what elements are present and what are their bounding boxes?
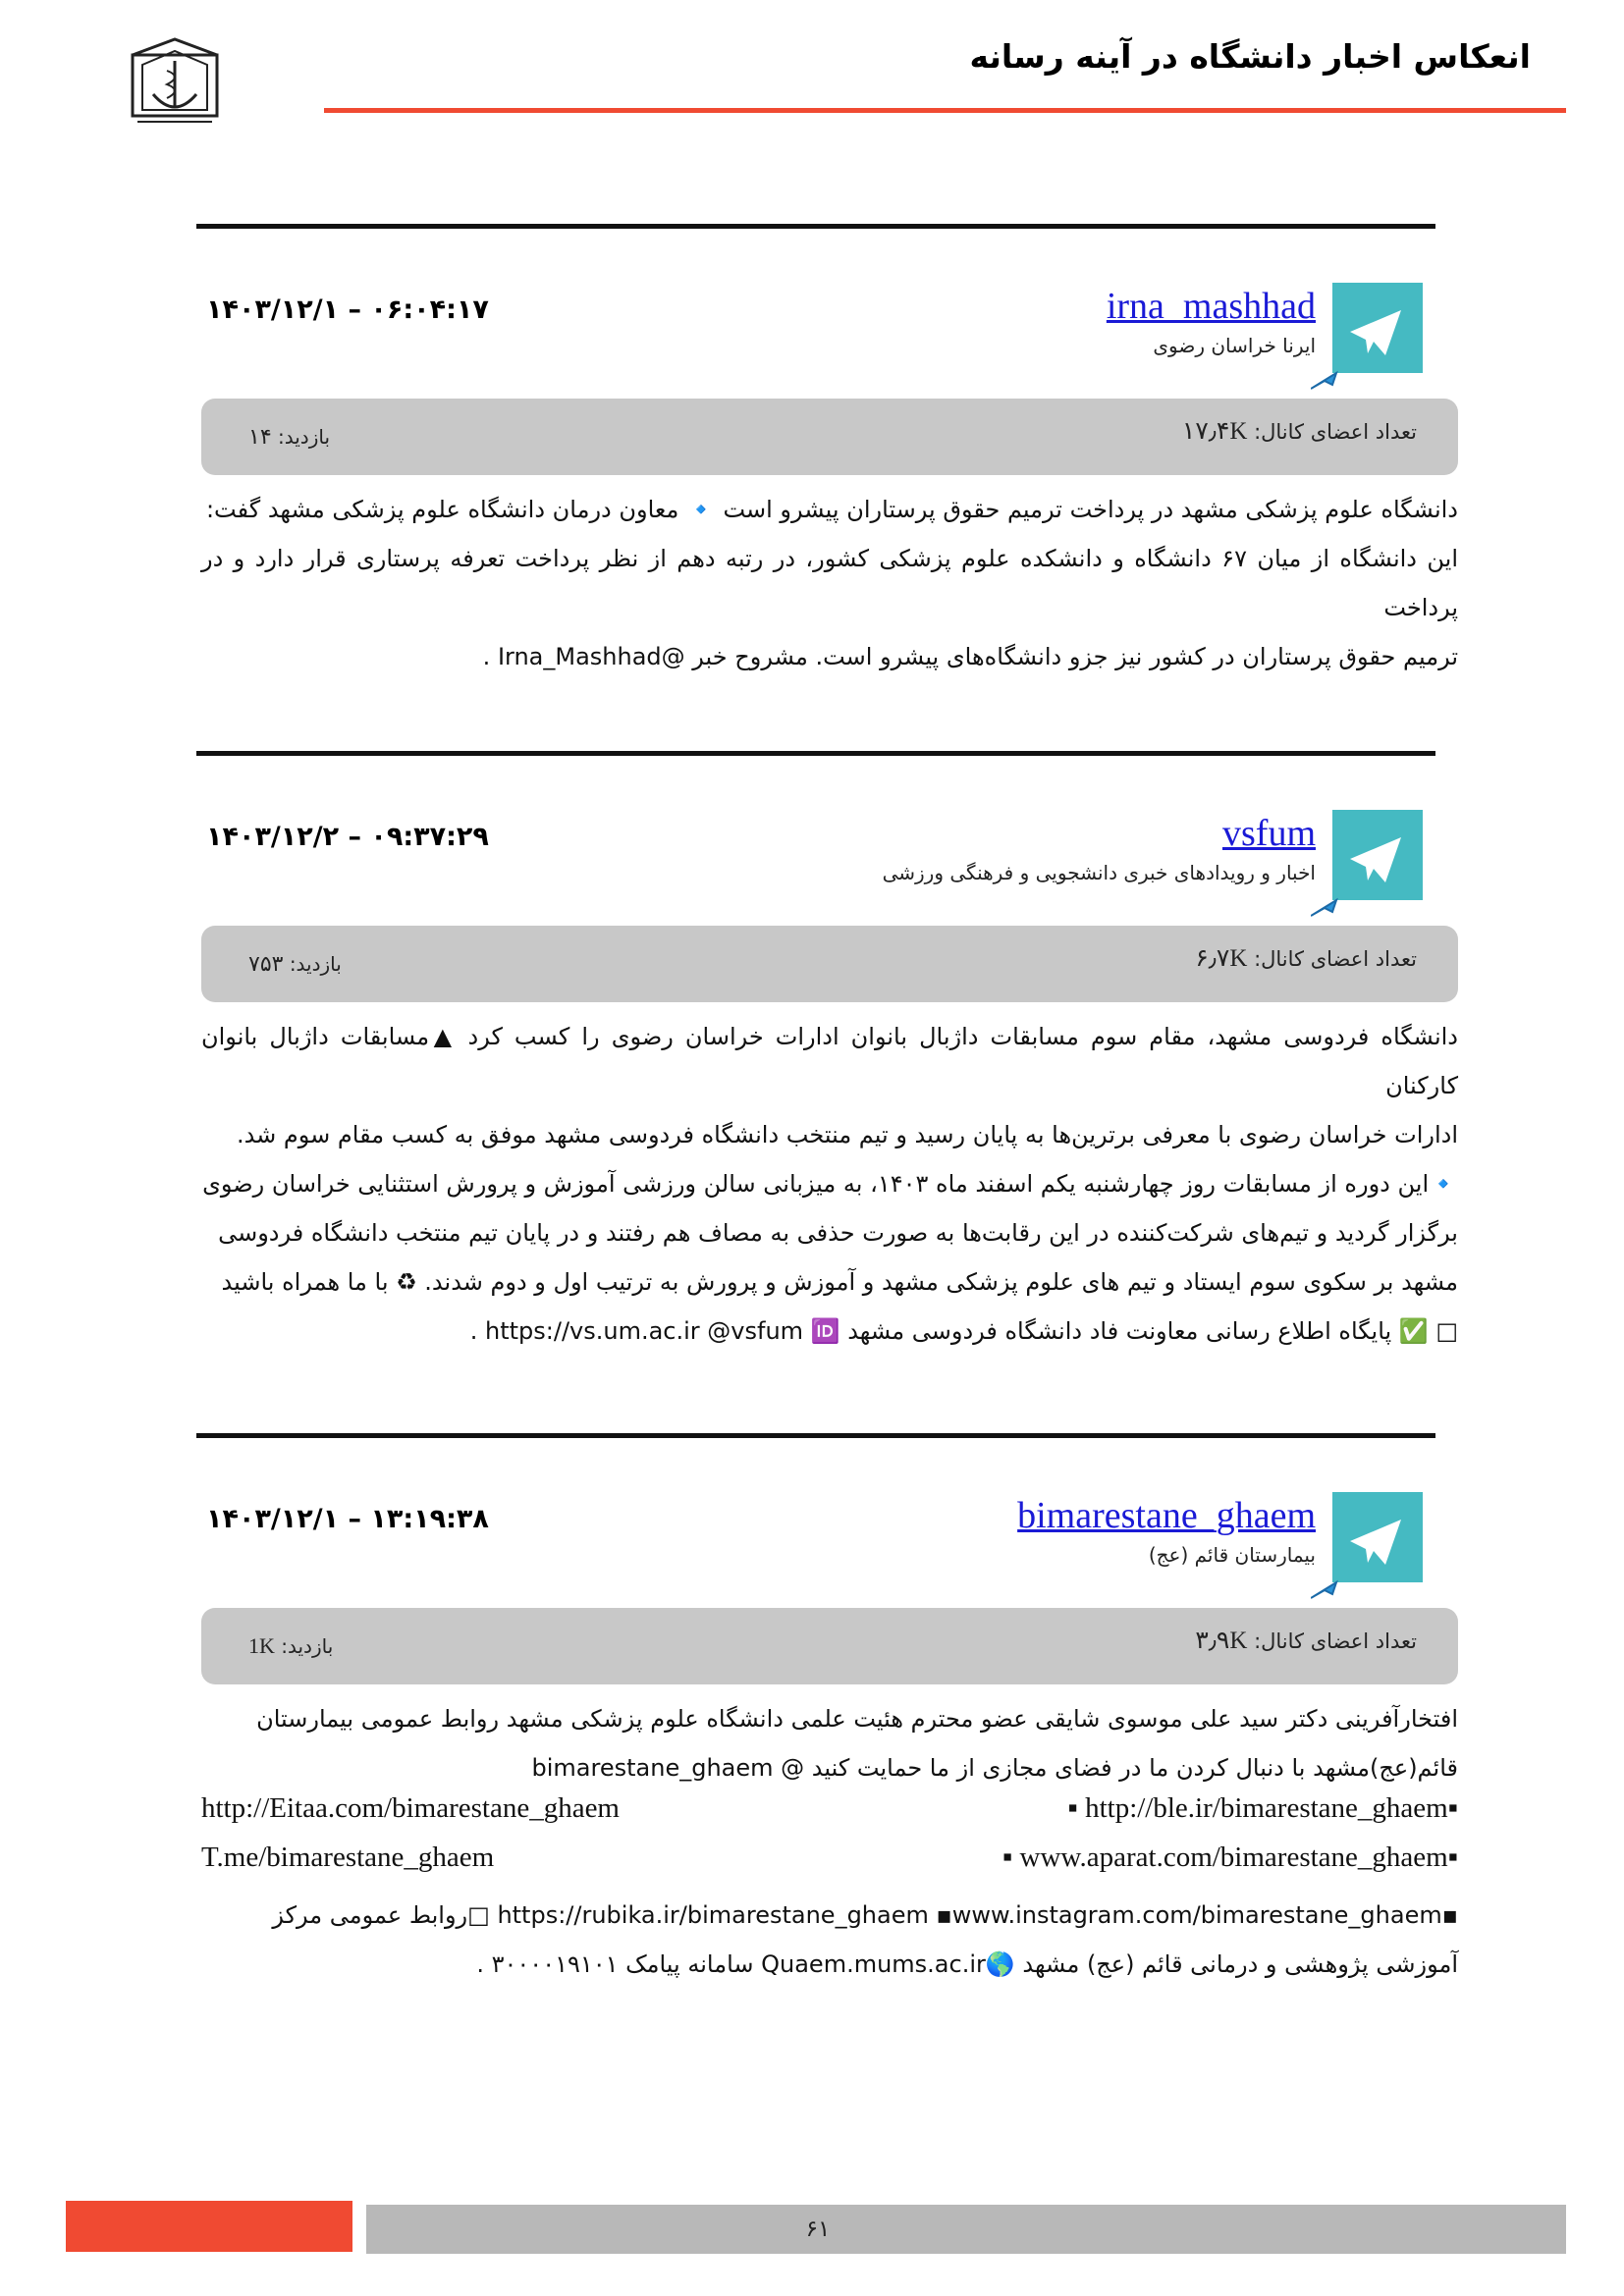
link-text[interactable]: T.me/bimarestane_ghaem — [201, 1842, 495, 1873]
links-grid — [201, 1792, 1458, 1891]
members-count: تعداد اعضای کانال: ۳٫۹K — [1195, 1628, 1417, 1654]
post-body — [201, 1694, 1458, 1792]
university-logo — [118, 37, 245, 165]
channel-title: ایرنا خراسان رضوی — [1153, 334, 1316, 357]
telegram-icon — [1311, 283, 1429, 400]
body-line: مشهد بر سکوی سوم ایستاد و تیم های علوم پزشکی مشهد و آموزش و پرورش به ترتیب اول و دوم شدند. ♻ با ما همراه باشید — [221, 1268, 1458, 1296]
post-datetime: ۰۶:۰۴:۱۷ – ۱۴۰۳/۱۲/۱ — [206, 294, 489, 325]
channel-title: اخبار و رویدادهای خبری دانشجویی و فرهنگی ورزشی — [882, 861, 1316, 884]
body-line: ▪https://rubika.ir/bimarestane_ghaem ▪www.instagram.com/bimarestane_ghaem □روابط عمومی مرکز — [272, 1901, 1458, 1929]
channel-title: بیمارستان قائم (عج) — [1148, 1543, 1316, 1567]
channel-name-link[interactable]: irna_mashhad — [1106, 286, 1316, 327]
body-line: قائم(عج)مشهد با دنبال کردن ما در فضای مجازی از ما حمایت کنید @ bimarestane_ghaem — [531, 1754, 1458, 1782]
channel-name-link[interactable]: vsfum — [1222, 813, 1316, 854]
members-count: تعداد اعضای کانال: ۶٫۷K — [1195, 945, 1417, 972]
stats-bar — [201, 926, 1458, 1002]
link-text[interactable]: ▪http://ble.ir/bimarestane_ghaem ▪ — [1067, 1792, 1458, 1824]
post-datetime: ۰۹:۳۷:۲۹ – ۱۴۰۳/۱۲/۲ — [206, 822, 489, 852]
header-accent-line — [324, 108, 1566, 113]
views-count: بازدید: ۱۴ — [248, 424, 331, 449]
body-line: 🔹این دوره از مسابقات روز چهارشنبه یکم اسفند ماه ۱۴۰۳، به میزبانی سالن ورزشی آموزش و پرورش استثنایی خراسان رضوی — [202, 1170, 1458, 1198]
footer-accent-bar — [66, 2201, 352, 2252]
post-body — [201, 485, 1458, 681]
body-line: دانشگاه فردوسی مشهد، مقام سوم مسابقات داژبال بانوان ادارات خراسان رضوی را کسب کرد ▲مسابقات داژبال بانوان کارکنان — [201, 1023, 1458, 1099]
post-datetime: ۱۳:۱۹:۳۸ – ۱۴۰۳/۱۲/۱ — [206, 1504, 489, 1534]
body-line: ادارات خراسان رضوی با معرفی برترین‌ها به پایان رسید و تیم منتخب دانشگاه فردوسی مشهد موفق به کسب مقام سوم شد. — [236, 1121, 1458, 1148]
views-count: بازدید: ۷۵۳ — [248, 951, 342, 976]
body-line: این دانشگاه از میان ۶۷ دانشگاه و دانشکده علوم پزشکی کشور، در رتبه دهم از نظر پرداخت تعرفه پرستاری قرار دارد و در پرداخت — [201, 545, 1458, 621]
stats-bar — [201, 399, 1458, 475]
stats-bar — [201, 1608, 1458, 1684]
entry-separator — [196, 224, 1435, 229]
entry-separator — [196, 1433, 1435, 1438]
page-number: ۶۱ — [805, 2216, 831, 2242]
views-count: بازدید: 1K — [248, 1633, 334, 1658]
news-entry — [196, 224, 1463, 670]
news-entry — [196, 751, 1463, 1345]
entry-separator — [196, 751, 1435, 756]
link-text[interactable]: ▪www.aparat.com/bimarestane_ghaem ▪ — [1002, 1842, 1458, 1873]
post-body — [201, 1012, 1458, 1356]
page-header-title: انعکاس اخبار دانشگاه در آینه رسانه — [969, 37, 1531, 76]
body-line: افتخارآفرینی دکتر سید علی موسوی شایقی عضو محترم هئیت علمی دانشگاه علوم پزشکی مشهد روابط عمومی بیمارستان — [256, 1705, 1458, 1733]
footer-bar — [366, 2205, 1566, 2254]
body-line: □ ✅ پایگاه اطلاع رسانی معاونت فاد دانشگاه فردوسی مشهد https://vs.um.ac.ir @vsfum 🆔 . — [469, 1317, 1458, 1345]
telegram-icon — [1311, 810, 1429, 928]
body-line: دانشگاه علوم پزشکی مشهد در پرداخت ترمیم حقوق پرستاران پیشرو است 🔹 معاون درمان دانشگاه علوم پزشکی مشهد گفت: — [205, 496, 1458, 523]
channel-name-link[interactable]: bimarestane_ghaem — [1017, 1495, 1316, 1536]
links-row — [201, 1792, 1458, 1842]
link-text[interactable]: http://Eitaa.com/bimarestane_ghaem — [201, 1792, 620, 1824]
body-line: آموزشی پژوهشی و درمانی قائم (عج) مشهد 🌎Quaem.mums.ac.ir سامانه پیامک ۳۰۰۰۰۱۹۱۰۱ . — [476, 1950, 1458, 1978]
body-line: برگزار گردید و تیم‌های شرکت‌کننده در این رقابت‌ها به صورت حذفی به مصاف هم رفتند و در پایان تیم منتخب دانشگاه فردوسی — [218, 1219, 1458, 1247]
members-count: تعداد اعضای کانال: ۱۷٫۴K — [1181, 418, 1417, 445]
telegram-icon — [1311, 1492, 1429, 1610]
news-entry — [196, 1433, 1463, 2002]
links-row — [201, 1842, 1458, 1891]
post-body-tail — [201, 1891, 1458, 1989]
body-line: ترمیم حقوق پرستاران در کشور نیز جزو دانشگاه‌های پیشرو است. مشروح خبر @Irna_Mashhad . — [482, 643, 1458, 670]
